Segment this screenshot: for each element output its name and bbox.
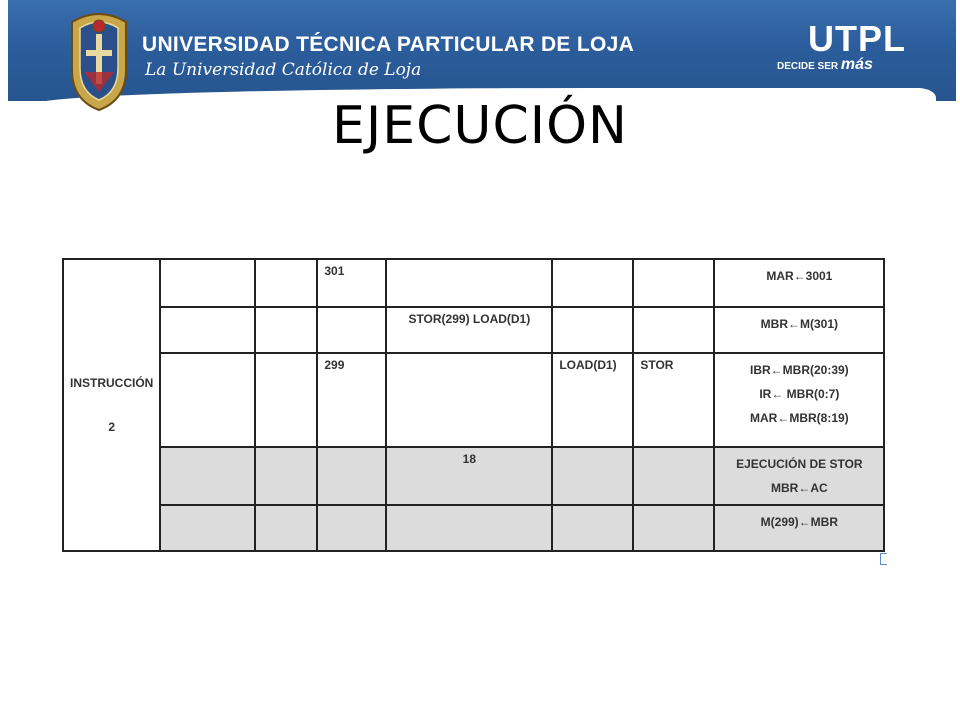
table-cell (633, 259, 714, 307)
table-cell (160, 259, 255, 307)
instruction-cell (63, 259, 160, 551)
table-cell (317, 505, 386, 551)
table-cell: STOR(299) LOAD(D1) (386, 307, 552, 353)
table-cell (317, 307, 386, 353)
table-cell (386, 259, 552, 307)
table-cell: 299 (317, 353, 386, 447)
table-cell (633, 447, 714, 505)
table-row (63, 353, 884, 447)
operation-line: MBR←AC (771, 481, 828, 495)
table-cell (160, 505, 255, 551)
selection-handle (880, 553, 887, 565)
table-row (63, 447, 884, 505)
table-cell (552, 307, 633, 353)
table-cell: LOAD(D1) (552, 353, 633, 447)
table-cell (714, 447, 884, 505)
table-cell (552, 259, 633, 307)
table-cell (255, 259, 317, 307)
tagline-small: DECIDE SER (777, 61, 839, 72)
table-row (63, 505, 884, 551)
table-cell (160, 353, 255, 447)
brand-logo-text: UTPL (808, 18, 906, 59)
table-row (63, 259, 884, 307)
operation-line: IR← MBR(0:7) (759, 387, 840, 401)
table-cell: 301 (317, 259, 386, 307)
operation-line: MAR←MBR(8:19) (750, 411, 849, 425)
operation-line: MBR←M(301) (760, 317, 839, 331)
table-row (63, 307, 884, 353)
table-cell (160, 447, 255, 505)
table-cell (386, 353, 552, 447)
execution-table-wrapper (62, 258, 885, 552)
table-cell: STOR (633, 353, 714, 447)
table-cell (633, 307, 714, 353)
table-cell (255, 353, 317, 447)
page-title: EJECUCIÓN (332, 96, 628, 156)
table-cell (552, 447, 633, 505)
university-motto: La Universidad Católica de Loja (145, 60, 422, 80)
instruction-label: INSTRUCCIÓN (70, 376, 154, 390)
table-cell (255, 307, 317, 353)
table-cell (633, 505, 714, 551)
university-name: UNIVERSIDAD TÉCNICA PARTICULAR DE LOJA (142, 33, 635, 56)
table-cell (714, 307, 884, 353)
operation-line: M(299)←MBR (760, 515, 839, 529)
table-cell (160, 307, 255, 353)
table-cell (714, 353, 884, 447)
table-cell (552, 505, 633, 551)
table-cell (714, 259, 884, 307)
table-cell (714, 505, 884, 551)
brand-tagline (777, 56, 873, 74)
operation-line: EJECUCIÓN DE STOR (736, 457, 863, 471)
tagline-big: más (840, 56, 873, 73)
instruction-number: 2 (108, 420, 116, 434)
table-cell (317, 447, 386, 505)
operation-line: IBR←MBR(20:39) (750, 363, 849, 377)
table-cell: 18 (386, 447, 552, 505)
execution-table (62, 258, 885, 552)
table-cell (386, 505, 552, 551)
operation-line: MAR←3001 (766, 269, 833, 283)
table-cell (255, 447, 317, 505)
table-cell (255, 505, 317, 551)
